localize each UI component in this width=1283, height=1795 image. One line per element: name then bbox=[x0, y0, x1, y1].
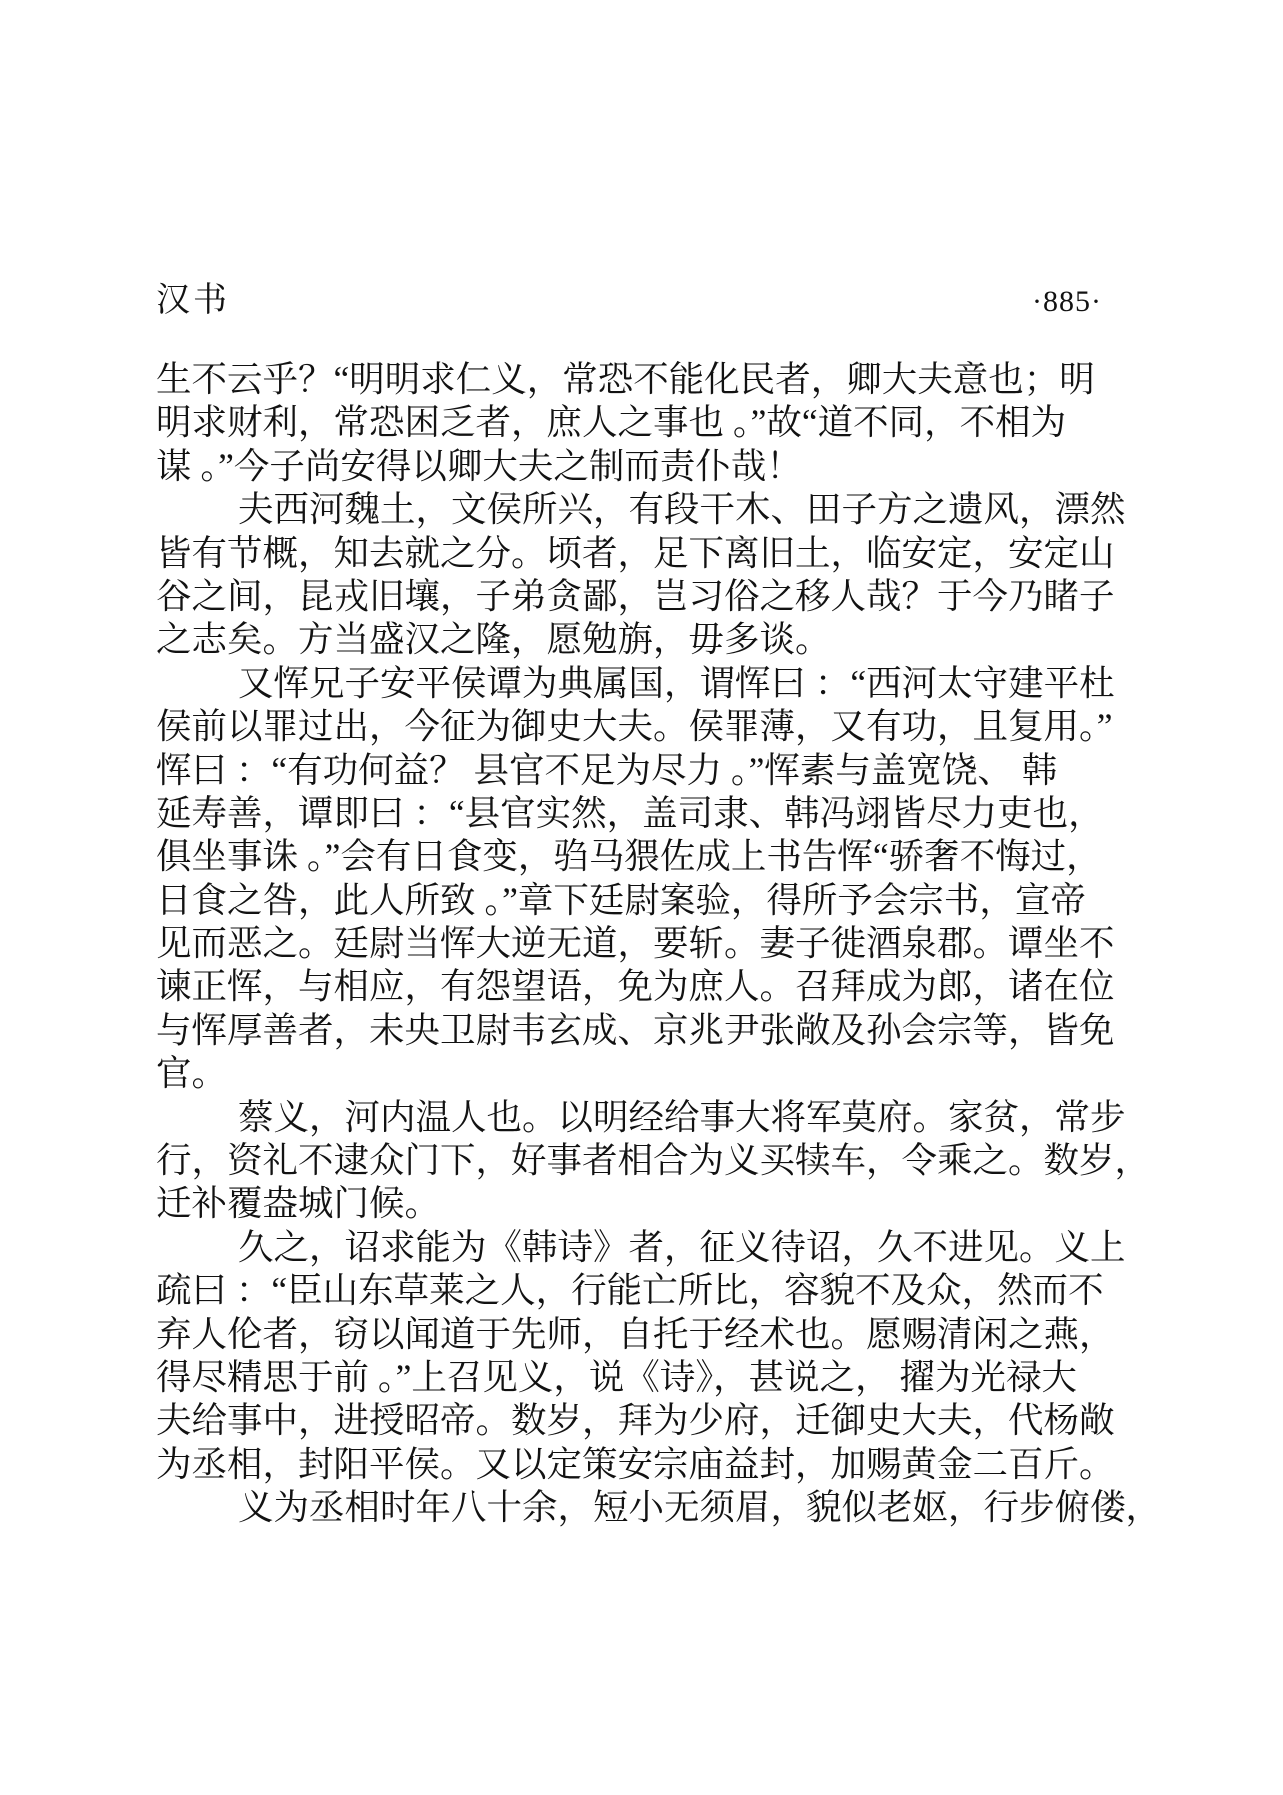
text-body bbox=[156, 358, 1166, 1530]
text-line: 迁补覆盎城门候。 bbox=[156, 1183, 441, 1224]
paragraph bbox=[156, 1096, 1166, 1226]
paragraph bbox=[156, 488, 1166, 662]
paragraph bbox=[156, 662, 1166, 1096]
text-line: 谋 。”今子尚安得以卿大夫之制而责仆哉！ bbox=[156, 445, 802, 486]
text-line: 得尽精思于前 。”上召见义，说《诗》，甚说之， 擢为光禄大 bbox=[156, 1356, 1078, 1397]
text-line: 之志矣。方当盛汉之隆，愿勉旃，毋多谈。 bbox=[156, 619, 831, 660]
text-line: 久之，诏求能为《韩诗》者，征义待诏，久不进见。义上 bbox=[238, 1226, 1126, 1267]
text-line: 延寿善，谭即曰 ：“县官实然，盖司隶、韩冯翊皆尽力吏也， bbox=[156, 792, 1104, 833]
text-line: 谏正恽，与相应，有怨望语，免为庶人。召拜成为郎，诸在位 bbox=[156, 966, 1115, 1007]
text-line: 又恽兄子安平侯谭为典属国，谓恽曰 ：“西河太守建平杜 bbox=[238, 662, 1115, 703]
running-head bbox=[156, 272, 1138, 321]
text-line: 疏曰 ：“臣山东草莱之人，行能亡所比，容貌不及众，然而不 bbox=[156, 1270, 1104, 1311]
text-line: 俱坐事诛 。”会有日食变，驺马猥佐成上书告恽“骄奢不悔过， bbox=[156, 836, 1102, 877]
text-line: 夫给事中，进授昭帝。数岁，拜为少府，迁御史大夫，代杨敞 bbox=[156, 1400, 1115, 1441]
text-line: 明求财利，常恐困乏者，庶人之事也 。”故“道不同，不相为 bbox=[156, 402, 1067, 443]
text-line: 弃人伦者，窃以闻道于先师，自托于经术也。愿赐清闲之燕， bbox=[156, 1313, 1115, 1354]
paragraph bbox=[156, 1226, 1166, 1486]
text-line: 为丞相，封阳平侯。又以定策安宗庙益封，加赐黄金二百斤。 bbox=[156, 1443, 1115, 1484]
text-line: 官。 bbox=[156, 1053, 228, 1094]
text-line: 义为丞相时年八十余，短小无须眉，貌似老妪，行步俯偻， bbox=[238, 1487, 1162, 1528]
text-line: 皆有节概，知去就之分。顷者，足下离旧土，临安定，安定山 bbox=[156, 532, 1115, 573]
text-line: 日食之咎，此人所致 。”章下廷尉案验，得所予会宗书，宣帝 bbox=[156, 879, 1086, 920]
text-line: 夫西河魏土，文侯所兴，有段干木、田子方之遗风，漂然 bbox=[238, 489, 1126, 530]
paragraph bbox=[156, 1486, 1166, 1529]
paragraph bbox=[156, 358, 1166, 488]
text-line: 谷之间，昆戎旧壤，子弟贪鄙，岂习俗之移人哉？于今乃睹子 bbox=[156, 575, 1115, 616]
book-title: 汉书 bbox=[156, 282, 230, 319]
text-line: 与恽厚善者，未央卫尉韦玄成、京兆尹张敞及孙会宗等，皆免 bbox=[156, 1009, 1115, 1050]
text-line: 侯前以罪过出，今征为御史大夫。侯罪薄，又有功，且复用。” bbox=[156, 706, 1113, 747]
text-line: 蔡义，河内温人也。以明经给事大将军莫府。家贫，常步 bbox=[238, 1096, 1126, 1137]
text-line: 见而恶之。廷尉当恽大逆无道，要斩。妻子徙酒泉郡。谭坐不 bbox=[156, 923, 1115, 964]
text-line: 生不云乎？“明明求仁义，常恐不能化民者，卿大夫意也；明 bbox=[156, 359, 1095, 399]
text-line: 行，资礼不逮众门下，好事者相合为义买犊车，令乘之。数岁， bbox=[156, 1140, 1151, 1181]
text-line: 恽曰 ：“有功何益？ 县官不足为尽力 。”恽素与盖宽饶、 韩 bbox=[156, 749, 1058, 790]
page-number: ·885· bbox=[1032, 285, 1102, 318]
